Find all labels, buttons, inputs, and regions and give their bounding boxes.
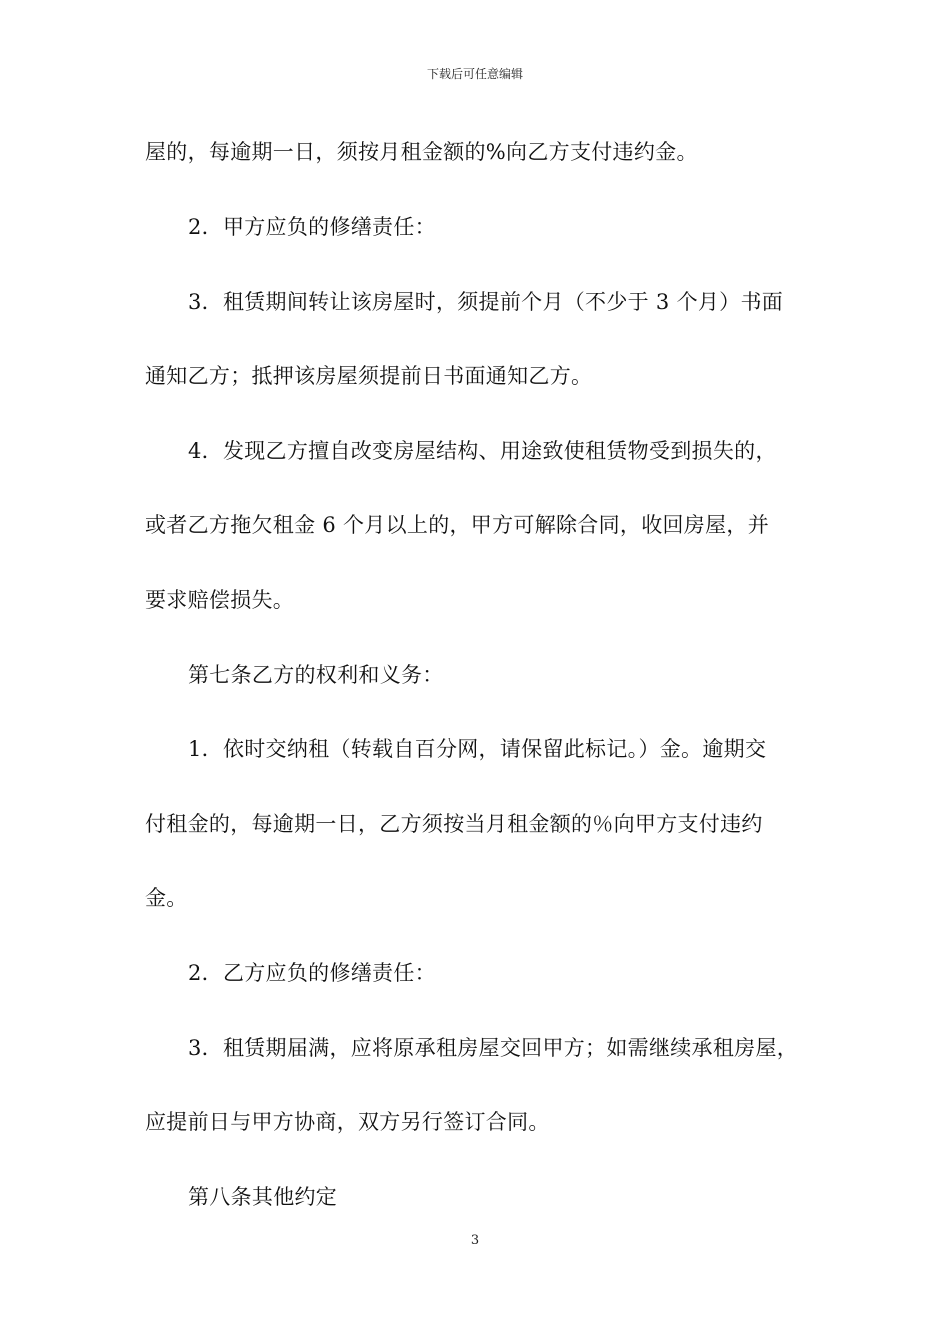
body-line-14: 应提前日与甲方协商，双方另行签订合同。 xyxy=(145,1110,550,1134)
body-line-13: 3．租赁期届满，应将原承租房屋交回甲方；如需继续承租房屋， xyxy=(188,1036,799,1060)
page-number: 3 xyxy=(470,1233,480,1248)
body-line-2: 2．甲方应负的修缮责任： xyxy=(188,215,436,239)
body-line-4: 通知乙方；抵押该房屋须提前日书面通知乙方。 xyxy=(145,364,593,388)
article-8-heading: 第八条其他约定 xyxy=(188,1185,338,1209)
body-line-6: 或者乙方拖欠租金 6 个月以上的，甲方可解除合同，收回房屋，并 xyxy=(145,513,770,537)
body-line-10: 付租金的，每逾期一日，乙方须按当月租金额的％向甲方支付违约 xyxy=(145,812,763,836)
body-line-1: 屋的，每逾期一日，须按月租金额的%向乙方支付违约金。 xyxy=(145,140,698,164)
body-line-9: 1．依时交纳租（转载自百分网，请保留此标记。）金。逾期交 xyxy=(188,737,767,761)
page-header: 下载后可任意编辑 xyxy=(426,67,523,81)
article-7-heading: 第七条乙方的权利和义务： xyxy=(188,663,444,687)
body-line-5: 4．发现乙方擅自改变房屋结构、用途致使租赁物受到损失的， xyxy=(188,439,777,463)
body-line-3: 3．租赁期间转让该房屋时，须提前个月（不少于 3 个月）书面 xyxy=(188,290,784,314)
body-line-7: 要求赔偿损失。 xyxy=(145,588,295,612)
body-line-11: 金。 xyxy=(145,886,188,910)
body-line-12: 2．乙方应负的修缮责任： xyxy=(188,961,436,985)
